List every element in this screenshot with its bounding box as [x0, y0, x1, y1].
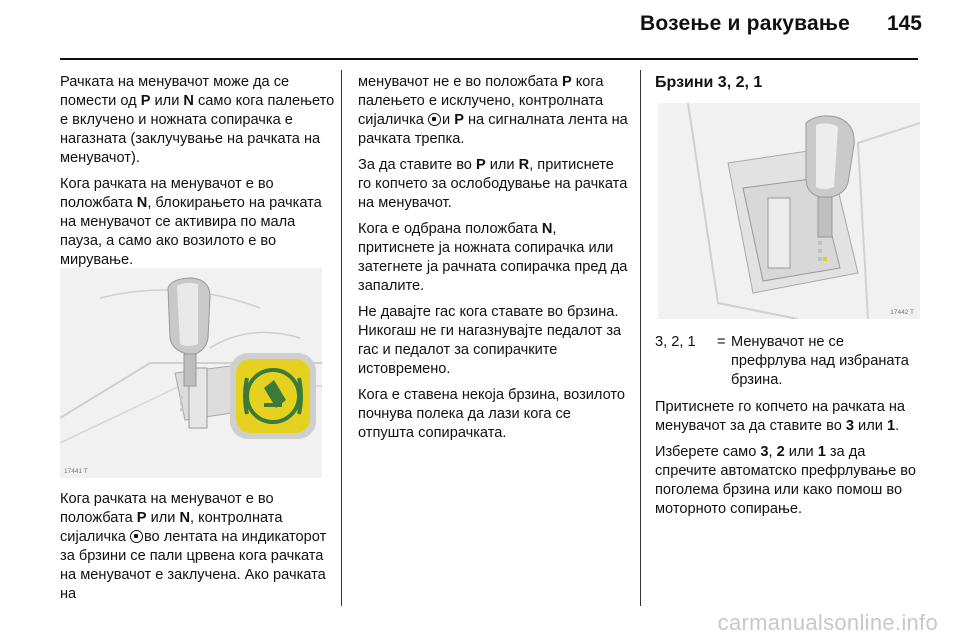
parking-brake-warning-icon — [428, 113, 441, 126]
paragraph: Рачката на менувачот може да се помести од P или N само кога палењето е вклучено и ножната сопирачка е нагазната (заклучување на рачката на менувачот). — [60, 74, 335, 166]
gear-lever-drawing — [658, 103, 920, 319]
paragraph: Изберете само 3, 2 или 1 за да спречите автоматско префрлување во поголема брзина или како помош во моторното сопирање. — [655, 444, 916, 517]
paragraph: Кога е ставена некоја брзина, возилото почнува полека да лази кога се отпушта сопирачката. — [358, 387, 626, 441]
figure-code: 17441 T — [64, 468, 88, 475]
column-3-lower — [655, 333, 923, 526]
gear-lever-illustration — [60, 268, 322, 478]
header-rule — [60, 58, 918, 60]
page-header-title: Возење и ракување — [640, 12, 850, 35]
watermark: carmanualsonline.info — [717, 610, 938, 635]
column-3 — [655, 73, 923, 105]
paragraph: Притиснете го копчето на рачката на менувачот за да ставите во 3 или 1. — [655, 399, 906, 434]
gear-lever-illustration — [658, 103, 920, 319]
page-number: 145 — [886, 12, 922, 35]
column-1 — [60, 73, 340, 277]
paragraph: Кога рачката на менувачот е во положбата N, блокирањето на рачката на менувачот се активира по мала пауза, а само ако возилото е во мирување. — [60, 176, 322, 268]
paragraph: Кога е одбрана положбата N, притиснете ја ножната сопирачка или затегнете ја рачната сопирачка пред да запалите. — [358, 221, 628, 294]
paragraph: За да ставите во P или R, притиснете го копчето за ослободување на рачката на менувачот. — [358, 157, 628, 211]
paragraph: Кога рачката на менувачот е во положбата P или N, контролната сијаличка во лентата на индикаторот за брзини се пали црвена кога рачката на менувачот е заклучена. Ако рачката на — [60, 491, 327, 602]
column-2 — [358, 73, 630, 450]
legend-value: Менувачот не се префрлува над избраната брзина. — [731, 334, 909, 388]
section-heading: Брзини 3, 2, 1 — [655, 74, 763, 91]
legend-equals: = — [717, 334, 726, 350]
paragraph: Не давајте гас кога ставате во брзина. Никогаш не ги нагазнувајте педалот за гас и педалот за сопирачките истовремено. — [358, 304, 622, 377]
column-divider-1 — [341, 70, 342, 606]
legend-row — [655, 333, 923, 390]
figure-code: 17442 T — [890, 309, 914, 316]
column-divider-2 — [640, 70, 641, 606]
paragraph: менувачот не е во положбата P кога палењето е исклучено, контролната сијаличка и P на сигналната лента на рачката трепка. — [358, 74, 628, 147]
legend-key: 3, 2, 1 — [655, 334, 696, 350]
column-1-lower — [60, 490, 340, 611]
gear-lever-drawing — [60, 268, 322, 478]
parking-brake-warning-icon — [130, 530, 143, 543]
